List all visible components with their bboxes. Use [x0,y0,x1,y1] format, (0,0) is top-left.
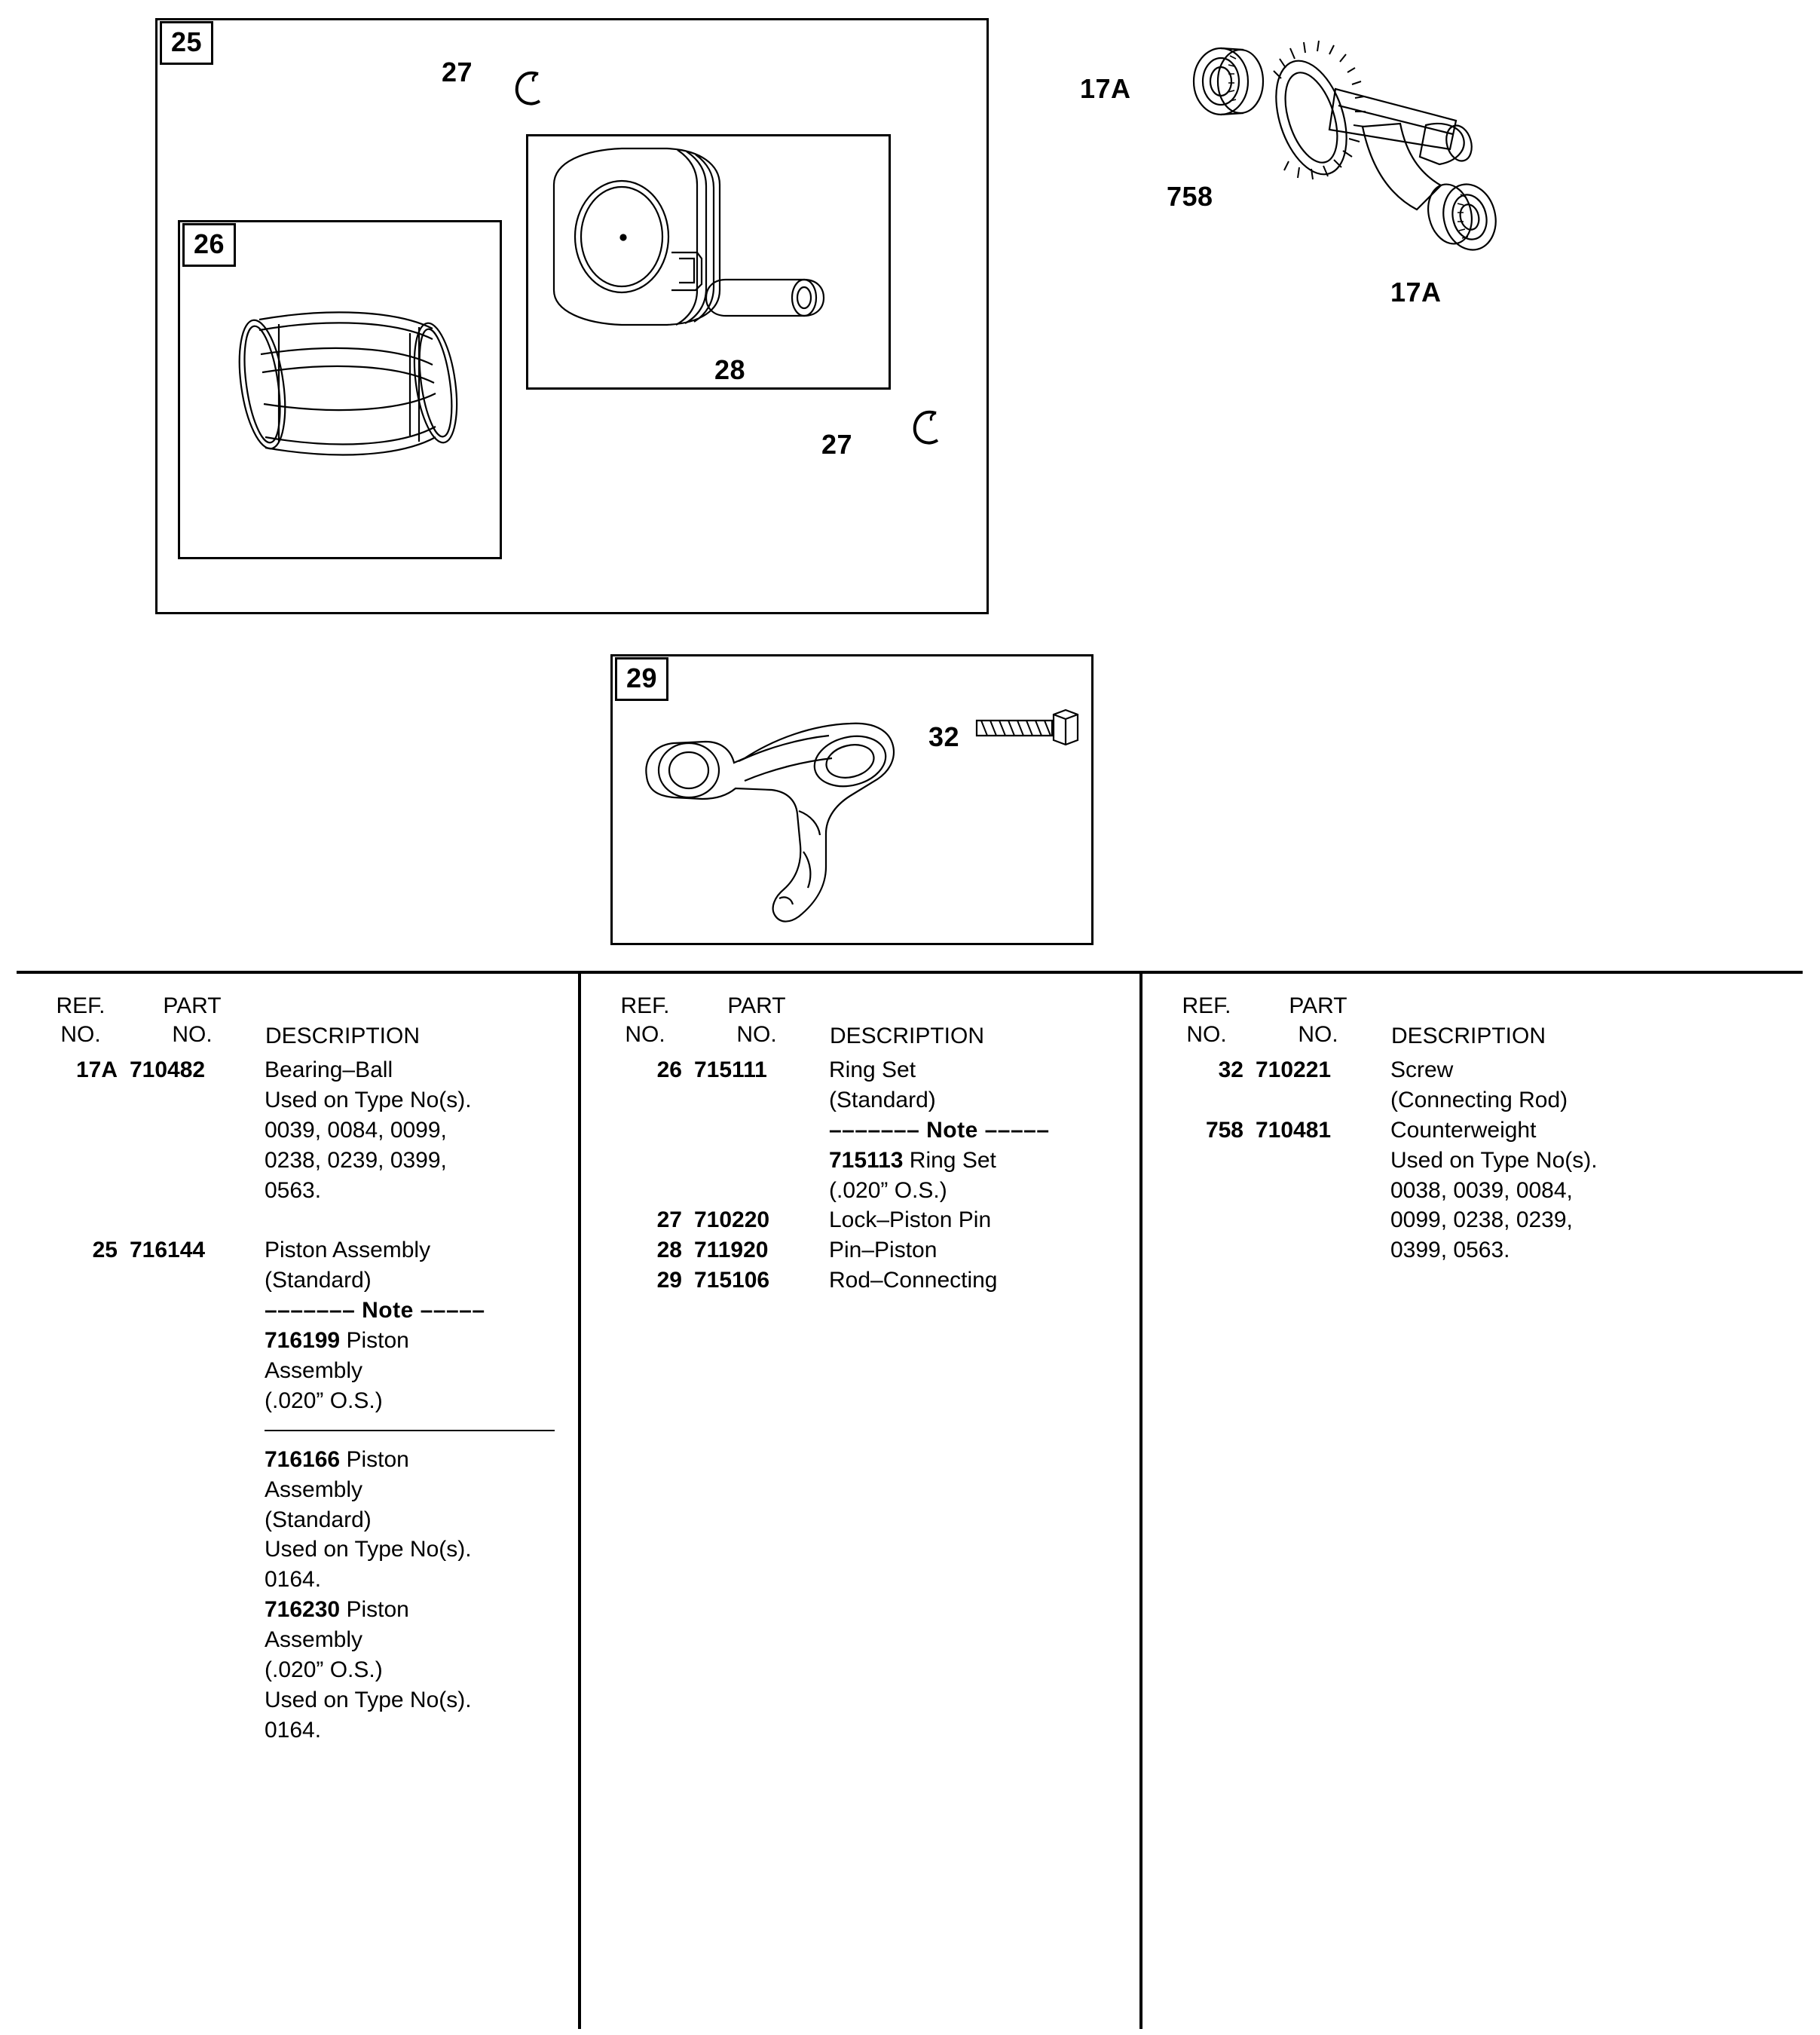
table-row [581,1205,1139,1235]
header-ref-line2: NO. [60,1022,101,1048]
desc-line: 0399, 0563. [1390,1238,1510,1263]
desc-line: 0238, 0239, 0399, [265,1147,447,1173]
table-row [581,1055,1139,1205]
row-ref: 32 [1218,1057,1243,1082]
parts-column-1 [17,974,578,2029]
callout-29-label: 29 [626,663,658,693]
callout-28 [714,354,746,385]
desc-line: (Standard) [265,1268,372,1293]
desc-line: Used on Type No(s). [265,1687,472,1712]
desc-line: (.020” O.S.) [829,1177,947,1203]
desc-line: 0164. [265,1567,322,1593]
header-part-line2: NO. [1298,1022,1338,1048]
callout-758 [1167,183,1213,210]
header-ref-line2: NO. [625,1022,665,1048]
callout-25 [160,21,213,65]
callout-26 [182,223,236,267]
callout-27-top [442,59,473,86]
callout-32-label: 32 [928,721,960,752]
desc-line: Assembly [265,1477,363,1502]
table-row [17,1055,578,1205]
row-description: Rod–Connecting [829,1268,998,1293]
desc-line: Bearing–Ball [265,1057,393,1082]
desc-line: 0563. [265,1177,322,1203]
table-row [1142,1055,1803,1115]
row-part: 716144 [130,1238,206,1263]
row-part: 710482 [130,1057,206,1082]
table-row [581,1235,1139,1265]
header-part-line1: PART [727,993,786,1018]
row-spacer [17,1205,578,1235]
callout-27-bottom-label: 27 [821,429,853,460]
table-row [17,1235,578,1745]
desc-line: Screw [1390,1057,1454,1082]
column-1-header [17,986,578,1055]
desc-note-line: ––––––– Note ––––– [265,1298,485,1324]
header-ref-line2: NO. [1186,1022,1227,1048]
row-part: 710221 [1256,1057,1332,1082]
row-description [1380,1115,1803,1265]
row-ref: 758 [1205,1117,1243,1143]
callout-17a-upper [1080,75,1131,103]
row-description: Pin–Piston [829,1238,938,1263]
desc-line: 715113 Ring Set [829,1147,996,1173]
callout-32 [928,721,960,752]
callout-17a-upper-label: 17A [1080,73,1131,104]
desc-note-line: ––––––– Note ––––– [829,1117,1050,1143]
desc-line: Used on Type No(s). [265,1537,472,1562]
header-ref-line1: REF. [620,993,670,1018]
row-ref: 26 [656,1057,682,1082]
callout-758-label: 758 [1167,181,1213,212]
row-ref: 25 [92,1238,118,1263]
desc-part-number: 716230 [265,1597,341,1623]
callout-17a-lower [1390,279,1442,306]
row-part: 710481 [1256,1117,1332,1143]
callout-28-label: 28 [714,354,746,385]
row-ref: 17A [75,1057,118,1082]
row-ref: 27 [656,1207,682,1233]
header-part-line2: NO. [172,1022,213,1048]
header-ref-line1: REF. [1182,993,1231,1018]
desc-line: (Standard) [265,1507,372,1532]
desc-line: Used on Type No(s). [1390,1147,1598,1173]
callout-26-label: 26 [194,228,225,259]
desc-line: 716199 Piston [265,1328,409,1354]
row-part: 710220 [694,1207,770,1233]
ring-set-drawing [216,294,464,497]
row-part: 711920 [694,1238,769,1263]
desc-part-number: 716166 [265,1446,341,1472]
table-row [1142,1115,1803,1265]
row-ref: 28 [656,1238,682,1263]
desc-line: Counterweight [1390,1117,1537,1143]
exploded-view-illustration [0,0,1820,969]
desc-line: (Connecting Rod) [1390,1087,1568,1112]
desc-line: Ring Set [829,1057,916,1082]
desc-line: Used on Type No(s). [265,1087,472,1112]
piston-pin-lock-bottom-icon [909,405,945,448]
row-part: 715111 [694,1057,767,1082]
desc-line: 0038, 0039, 0084, [1390,1177,1573,1203]
column-2-header [581,986,1139,1055]
desc-line: 716166 Piston [265,1446,409,1472]
row-ref: 29 [656,1268,682,1293]
column-3-header [1142,986,1803,1055]
desc-line: Assembly [265,1358,363,1384]
desc-line: 716230 Piston [265,1597,409,1623]
desc-line: Assembly [265,1627,363,1653]
header-description: DESCRIPTION [1391,1024,1546,1048]
counterweight-assembly-drawing [1161,36,1643,292]
header-ref-line1: REF. [56,993,106,1018]
desc-divider [265,1430,555,1431]
desc-part-number: 715113 [829,1147,904,1173]
row-description [1380,1055,1803,1115]
callout-17a-lower-label: 17A [1390,277,1442,308]
piston-pin-lock-top-icon [511,66,547,109]
desc-part-number: 716199 [265,1328,341,1354]
row-description [818,1055,1139,1205]
header-part-line1: PART [1289,993,1347,1018]
desc-line: 0099, 0238, 0239, [1390,1207,1573,1233]
header-description: DESCRIPTION [265,1024,421,1048]
row-description: Lock–Piston Pin [829,1207,992,1233]
desc-line: (.020” O.S.) [265,1657,383,1683]
row-description [254,1235,578,1745]
header-description: DESCRIPTION [830,1024,985,1048]
table-row [581,1265,1139,1296]
piston-drawing [539,139,878,381]
header-part-line2: NO. [736,1022,777,1048]
row-part: 715106 [694,1268,770,1293]
callout-27-bottom [821,431,852,458]
parts-column-3 [1139,974,1803,2029]
parts-column-2 [578,974,1139,2029]
connecting-rod-screw-drawing [971,701,1091,754]
desc-line: 0039, 0084, 0099, [265,1117,447,1143]
desc-line: 0164. [265,1717,322,1743]
parts-list-table [17,971,1803,2029]
header-part-line1: PART [163,993,222,1018]
row-description [254,1055,578,1205]
desc-line: Piston Assembly [265,1238,431,1263]
desc-line: (.020” O.S.) [265,1388,383,1413]
desc-line: (Standard) [829,1087,936,1112]
callout-25-label: 25 [171,26,203,57]
callout-27-top-label: 27 [442,57,473,87]
